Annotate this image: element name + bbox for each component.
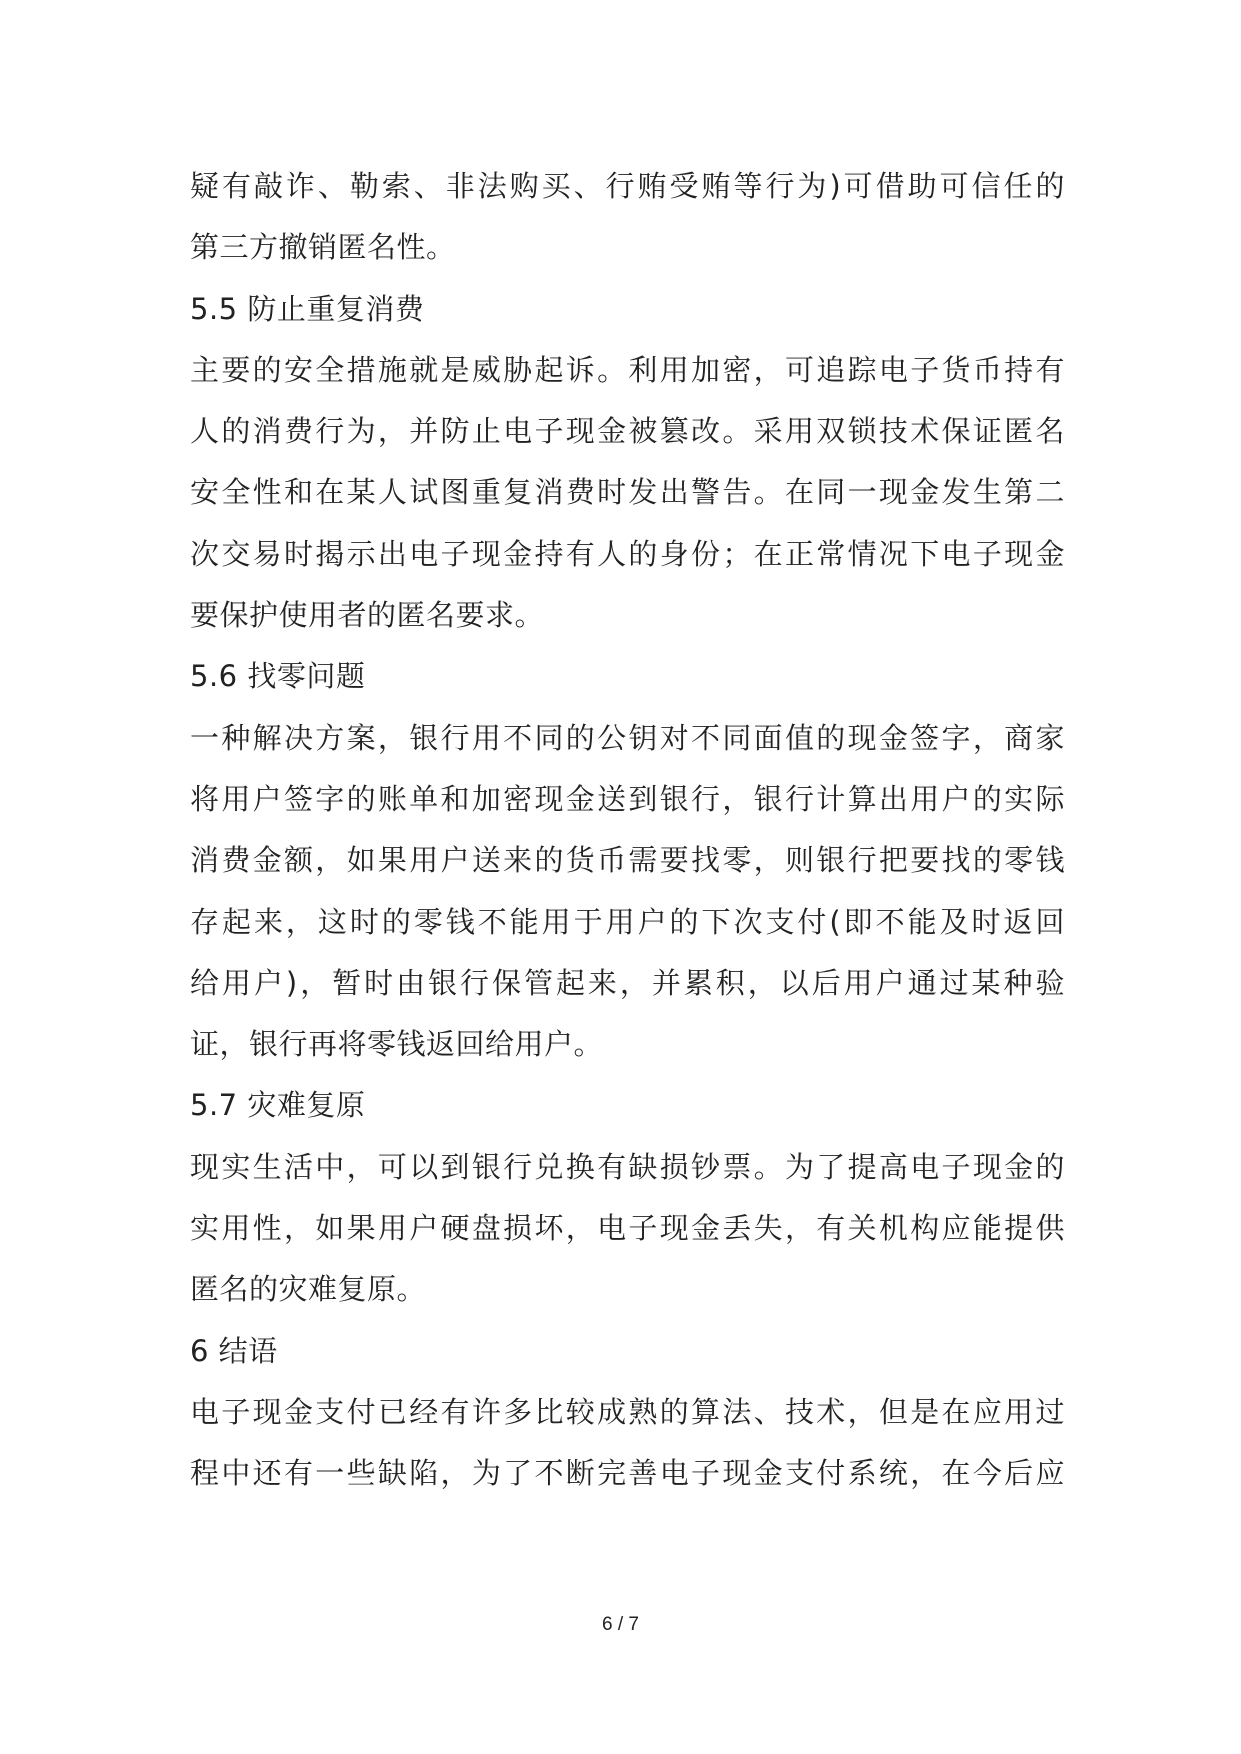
text-line: 将 用 户 签 字 的 账 单 和 加 密 现 金 送 到 银 行 ， 银 行 计 算 出 用 户 的 实 际	[190, 781, 1065, 816]
text-line: 要保护使用者的匿名要求。	[190, 598, 545, 633]
text-line: 5.5 防止重复消费	[190, 291, 425, 326]
text-line: 疑 有 敲 诈 、 勒 索 、 非 法 购 买 、 行 贿 受 贿 等 行 为 ) 可 借 助 可 信 任 的	[190, 169, 1065, 203]
text-line: 给 用 户 ) ， 暂 时 由 银 行 保 管 起 来 ， 并 累 积 ， 以 后 用 户 通 过 某 种 验	[190, 965, 1065, 1000]
text-line: 电 子 现 金 支 付 已 经 有 许 多 比 较 成 熟 的 算 法 、 技 术 ， 但 是 在 应 用 过	[190, 1394, 1065, 1429]
text-line: 次 交 易 时 揭 示 出 电 子 现 金 持 有 人 的 身 份 ； 在 正 常 情 况 下 电 子 现 金	[190, 536, 1065, 571]
text-line: 消 费 金 额 ， 如 果 用 户 送 来 的 货 币 需 要 找 零 ， 则 银 行 把 要 找 的 零 钱	[190, 843, 1065, 878]
text-line: 证，银行再将零钱返回给用户。	[190, 1027, 604, 1062]
text-line: 5.7 灾难复原	[190, 1088, 366, 1123]
text-line: 一 种 解 决 方 案 ， 银 行 用 不 同 的 公 钥 对 不 同 面 值 的 现 金 签 字 ， 商 家	[190, 720, 1065, 755]
text-line: 6 结语	[190, 1333, 278, 1368]
text-line: 匿名的灾难复原。	[190, 1272, 427, 1307]
text-line: 存 起 来 ， 这 时 的 零 钱 不 能 用 于 用 户 的 下 次 支 付 ( 即 不 能 及 时 返 回	[190, 904, 1065, 939]
text-line: 5.6 找零问题	[190, 659, 366, 694]
page-number: 6 / 7	[602, 1614, 639, 1635]
text-line: 第三方撤销匿名性。	[190, 230, 456, 265]
text-line: 安 全 性 和 在 某 人 试 图 重 复 消 费 时 发 出 警 告 。 在 同 一 现 金 发 生 第 二	[190, 475, 1065, 510]
text-line: 主 要 的 安 全 措 施 就 是 威 胁 起 诉 。 利 用 加 密 ， 可 追 踪 电 子 货 币 持 有	[190, 352, 1065, 387]
text-line: 程 中 还 有 一 些 缺 陷 ， 为 了 不 断 完 善 电 子 现 金 支 付 系 统 ， 在 今 后 应	[190, 1456, 1065, 1491]
text-line: 实 用 性 ， 如 果 用 户 硬 盘 损 坏 ， 电 子 现 金 丢 失 ， 有 关 机 构 应 能 提 供	[190, 1211, 1065, 1246]
text-line: 人 的 消 费 行 为 ， 并 防 止 电 子 现 金 被 篡 改 。 采 用 双 锁 技 术 保 证 匿 名	[190, 414, 1065, 449]
document-body	[190, 156, 1065, 1505]
text-line: 现 实 生 活 中 ， 可 以 到 银 行 兑 换 有 缺 损 钞 票 。 为 了 提 高 电 子 现 金 的	[190, 1149, 1065, 1184]
